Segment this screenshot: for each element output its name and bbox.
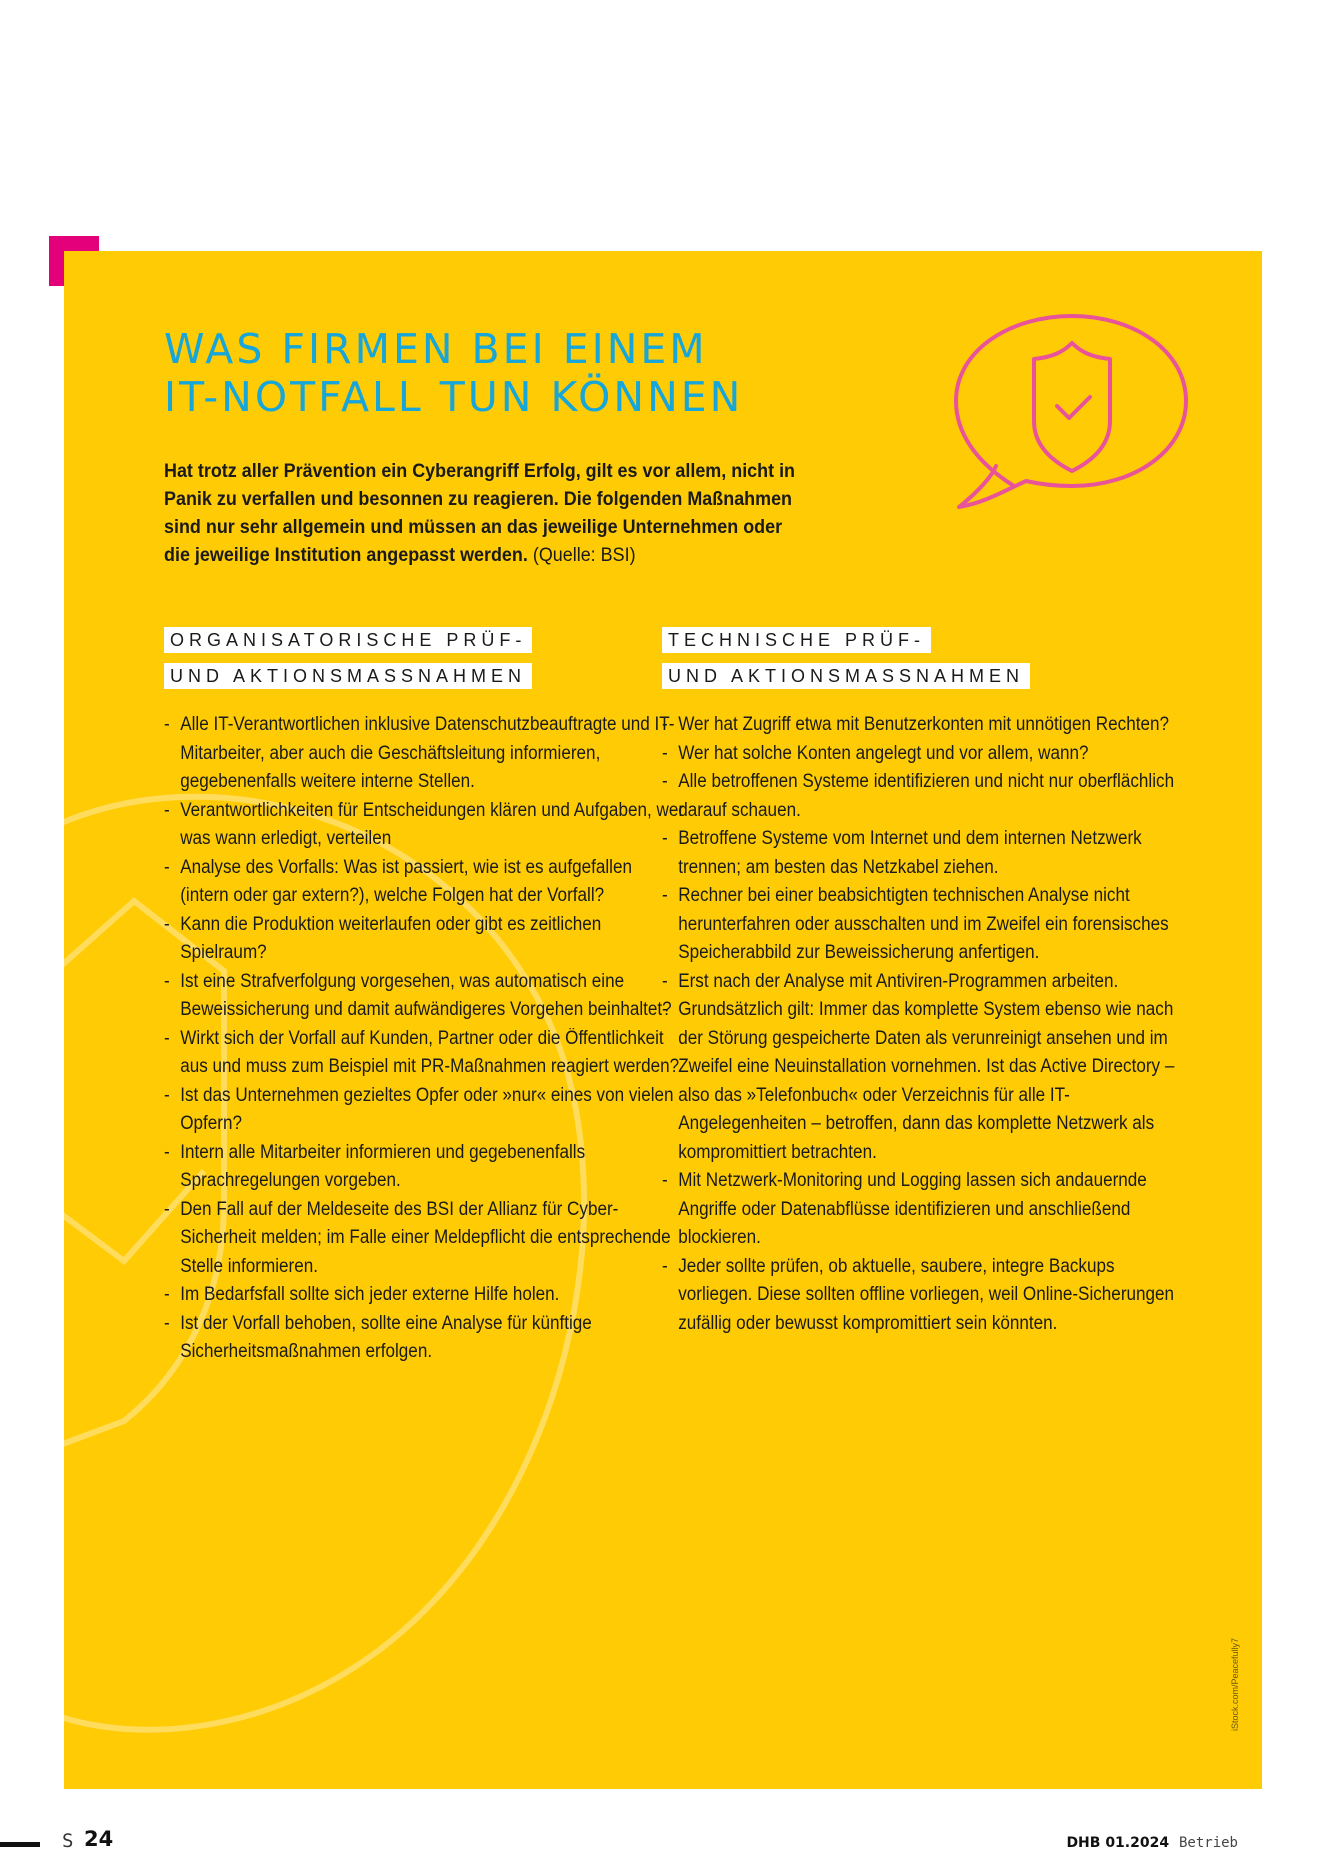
image-credit: iStock.com/Peacefully7: [1230, 1637, 1240, 1731]
list-item: - Analyse des Vorfalls: Was ist passiert, wie ist es aufgefallen (intern oder gar extern?), welche Folgen hat der Vorfall?: [164, 854, 684, 911]
list-item: - Jeder sollte prüfen, ob aktuelle, saubere, integre Backups vorliegen. Diese sollten offline vorliegen, weil Online-Sicherungen zufällig oder bewusst kompromittiert sein könnten.: [662, 1253, 1182, 1339]
list-item: - Ist eine Strafverfolgung vorgesehen, was automatisch eine Beweissicherung und damit aufwändigeres Vorgehen beinhaltet?: [164, 968, 684, 1025]
list-item: - Alle betroffenen Systeme identifizieren und nicht nur oberflächlich darauf schauen.: [662, 768, 1182, 825]
page-title: [164, 325, 743, 421]
measures-list: [164, 711, 684, 1367]
list-item: - Im Bedarfsfall sollte sich jeder externe Hilfe holen.: [164, 1281, 684, 1310]
list-item: - Wirkt sich der Vorfall auf Kunden, Partner oder die Öffentlichkeit aus und muss zum Beispiel mit PR-Maßnahmen reagiert werden?: [164, 1025, 684, 1082]
title-line-1: WAS FIRMEN BEI EINEM: [164, 325, 708, 373]
list-item: - Betroffene Systeme vom Internet und dem internen Netzwerk trennen; am besten das Netzkabel ziehen.: [662, 825, 1182, 882]
technical-measures-column: [662, 627, 1182, 1338]
page-prefix: S: [62, 1830, 74, 1852]
list-item: - Alle IT-Verantwortlichen inklusive Datenschutzbeauftragte und IT-Mitarbeiter, aber auch die Geschäftsleitung informieren, gegebenenfalls weitere interne Stellen.: [164, 711, 684, 797]
page-number: 24: [84, 1827, 114, 1851]
list-item: - Wer hat solche Konten angelegt und vor allem, wann?: [662, 740, 1182, 769]
list-item: - Ist das Unternehmen gezieltes Opfer oder »nur« eines von vielen Opfern?: [164, 1082, 684, 1139]
speech-bubble-shield-check-icon: [954, 311, 1194, 511]
list-item: - Verantwortlichkeiten für Entscheidungen klären und Aufgaben, wer was wann erledigt, verteilen: [164, 797, 684, 854]
column-heading: [164, 627, 684, 689]
list-item: - Intern alle Mitarbeiter informieren und gegebenenfalls Sprachregelungen vorgeben.: [164, 1139, 684, 1196]
list-item: - Den Fall auf der Meldeseite des BSI der Allianz für Cyber-Sicherheit melden; im Falle einer Meldepflicht die entsprechende Stelle informieren.: [164, 1196, 684, 1282]
intro-source: (Quelle: BSI): [532, 544, 636, 566]
measures-list: [662, 711, 1182, 1338]
list-item: - Grundsätzlich gilt: Immer das komplette System ebenso wie nach der Störung gespeicherte Daten als verunreinigt ansehen und im Zweifel eine Neuinstallation vornehmen. Ist das Active Directory – also das »Telefonbuch« oder Verzeichnis für alle IT-Angelegenheiten – betroffen, dann das komplette Netzwerk als kompromittiert betrachten.: [662, 996, 1182, 1167]
list-item: - Rechner bei einer beabsichtigten technischen Analyse nicht herunterfahren oder ausschalten und im Zweifel ein forensisches Speicherabbild zur Beweissicherung anfertigen.: [662, 882, 1182, 968]
footer-info: [1066, 1834, 1238, 1851]
intro-lead: Hat trotz aller Prävention ein Cyberangriff Erfolg, gilt es vor allem, nicht in Panik zu verfallen und besonnen zu reagieren. Die folgenden Maßnahmen sind nur sehr allgemein und müssen an das jeweilige Unternehmen oder die jeweilige Institution angepasst werden.: [164, 460, 796, 566]
heading-line-2: UND AKTIONSMASSNAHMEN: [164, 663, 532, 689]
list-item: - Wer hat Zugriff etwa mit Benutzerkonten mit unnötigen Rechten?: [662, 711, 1182, 740]
list-item: - Erst nach der Analyse mit Antiviren-Programmen arbeiten.: [662, 968, 1182, 997]
list-item: - Ist der Vorfall behoben, sollte eine Analyse für künftige Sicherheitsmaßnahmen erfolgen.: [164, 1310, 684, 1367]
heading-line-2: UND AKTIONSMASSNAHMEN: [662, 663, 1030, 689]
title-line-2: IT-NOTFALL TUN KÖNNEN: [164, 373, 744, 421]
column-heading: [662, 627, 1182, 689]
heading-line-1: ORGANISATORISCHE PRÜF-: [164, 627, 532, 653]
list-item: - Mit Netzwerk-Monitoring und Logging lassen sich andauernde Angriffe oder Datenabflüsse identifizieren und anschließend blockieren.: [662, 1167, 1182, 1253]
info-box: [64, 251, 1262, 1789]
heading-line-1: TECHNISCHE PRÜF-: [662, 627, 931, 653]
magazine-issue: DHB 01.2024: [1066, 1835, 1170, 1851]
intro-paragraph: [164, 457, 808, 569]
footer-rule: [0, 1842, 40, 1847]
organizational-measures-column: [164, 627, 684, 1367]
section-name: Betrieb: [1178, 1835, 1238, 1851]
list-item: - Kann die Produktion weiterlaufen oder gibt es zeitlichen Spielraum?: [164, 911, 684, 968]
